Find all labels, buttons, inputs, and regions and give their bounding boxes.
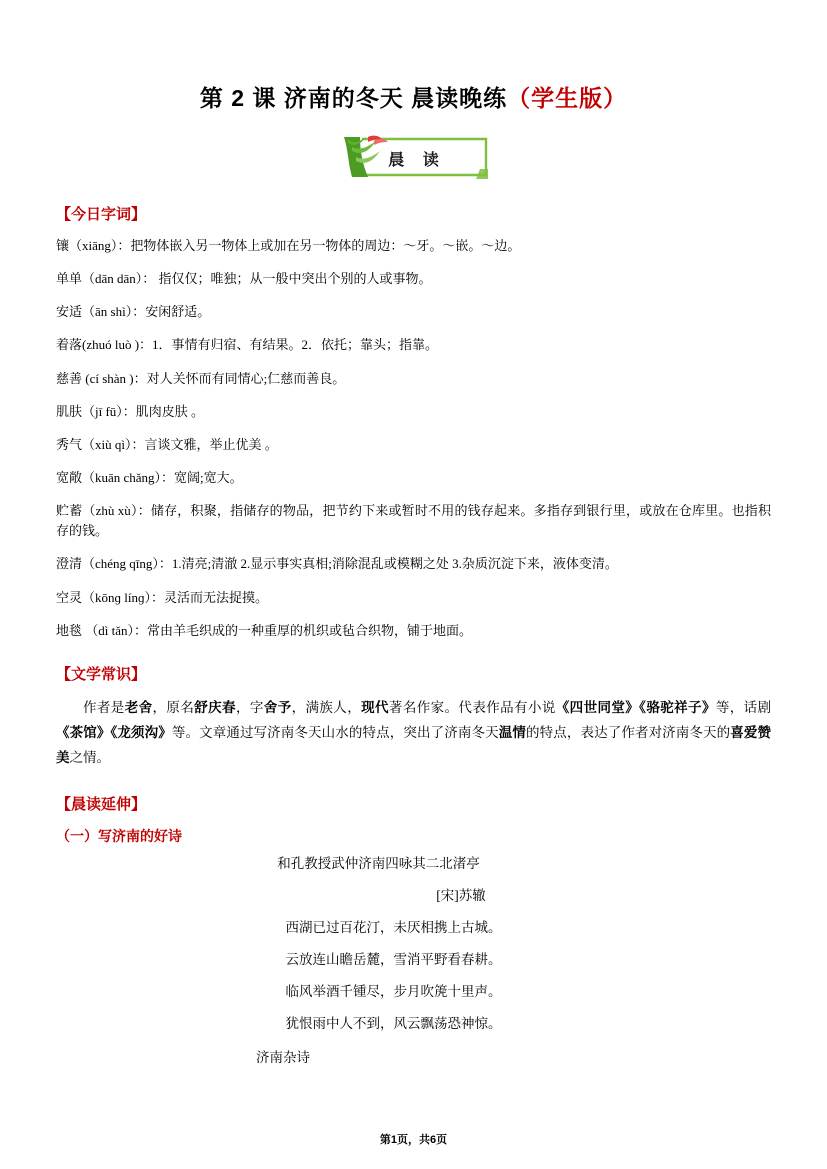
second-poem-title: 济南杂诗 xyxy=(256,1049,310,1065)
vocab-item: 着落(zhuó luò )：1．事情有归宿、有结果。2．依托；靠头；指靠。 xyxy=(56,337,439,353)
banner-label: 晨 读 xyxy=(388,151,446,169)
literature-text: ，字 xyxy=(235,699,264,715)
literature-keyword: 舒庆春 xyxy=(194,699,236,715)
literature-text: 著名作家。代表作品有小说 xyxy=(388,699,556,715)
poem-line: 西湖已过百花汀，未厌相携上古城。 xyxy=(285,919,502,935)
poem-title: 和孔教授武仲济南四咏其二北渚亭 xyxy=(277,855,480,871)
poem-line: 云放连山瞻岳麓，雪消平野看春耕。 xyxy=(285,951,502,967)
vocab-item: 空灵（kōnɡ línɡ）：灵活而无法捉摸。 xyxy=(56,589,268,605)
literature-keyword: 温情 xyxy=(498,724,526,740)
vocab-item: 安适（ān shì）：安闲舒适。 xyxy=(56,304,211,320)
vocab-item: 宽敞（kuān chǎng）：宽阔;宽大。 xyxy=(56,469,243,485)
poem-line: 临风举酒千锺尽，步月吹箎十里声。 xyxy=(285,983,502,999)
literature-text: 作者是 xyxy=(83,699,125,715)
literature-paragraph xyxy=(56,696,771,771)
literature-keyword: 现代 xyxy=(361,699,389,715)
page-footer: 第1页，共6页 xyxy=(379,1134,448,1146)
vocab-item: 单单（dān dān）： 指仅仅；唯独；从一般中突出个别的人或事物。 xyxy=(56,271,432,287)
literature-keyword: 《茶馆》《龙须沟》 xyxy=(56,724,172,740)
literature-keyword: 喜爱赞美 xyxy=(56,724,772,765)
vocab-item: 镶（xiāng）：把物体嵌入另一物体上或加在另一物体的周边：～牙。～嵌。～边。 xyxy=(56,238,521,253)
page-title xyxy=(56,80,771,113)
vocab-item: 肌肤（jī fū）：肌肉皮肤 。 xyxy=(56,403,205,419)
extension-subheading: （一）写济南的好诗 xyxy=(56,827,182,844)
literature-section-heading: 【文学常识】 xyxy=(56,665,147,683)
literature-text: ，满族人， xyxy=(291,699,362,715)
vocab-section-heading: 【今日字词】 xyxy=(56,206,147,223)
vocab-item: 地毯 （dì tǎn）：常由羊毛织成的一种重厚的机织或毡合织物，铺于地面。 xyxy=(56,622,472,638)
vocab-item: 秀气（xiù qì）：言谈文雅，举止优美 。 xyxy=(56,436,278,452)
literature-text: 之情。 xyxy=(69,749,110,765)
literature-text: 等。文章通过写济南冬天山水的特点，突出了济南冬天 xyxy=(171,724,499,740)
page-title-main: 第 2 课 济南的冬天 晨读晚练 xyxy=(199,85,508,111)
literature-keyword: 舍予 xyxy=(263,699,292,715)
vocab-item: 慈善 (cí shàn )：对人关怀而有同情心;仁慈而善良。 xyxy=(56,370,346,386)
page-title-suffix: （学生版） xyxy=(507,85,628,111)
poem-line: 犹恨雨中人不到，风云飘荡恐神惊。 xyxy=(285,1015,502,1031)
vocab-item: 澄清（chéng qīng）：1.清亮;清澈 2.显示事实真相;消除混乱或模糊之处 3.杂质沉淀下来，液体变清。 xyxy=(56,556,618,572)
morning-reading-banner xyxy=(338,135,490,181)
poem-author: [宋]苏辙 xyxy=(436,887,486,903)
banner-container xyxy=(56,135,771,181)
literature-text: ，原名 xyxy=(152,699,195,715)
vocab-item: 贮蓄（zhù xù）：储存，积聚，指储存的物品，把节约下来或暂时不用的钱存起来。多指存到银行里，或放在仓库里。也指积存的钱。 xyxy=(56,503,771,539)
literature-keyword: 《四世同堂》《骆驼祥子》 xyxy=(555,699,716,715)
literature-keyword: 老舍 xyxy=(124,699,153,715)
literature-text: 的特点，表达了作者对济南冬天的 xyxy=(525,724,731,740)
literature-text: 等，话剧 xyxy=(715,699,772,715)
extension-section-heading: 【晨读延伸】 xyxy=(56,795,147,813)
